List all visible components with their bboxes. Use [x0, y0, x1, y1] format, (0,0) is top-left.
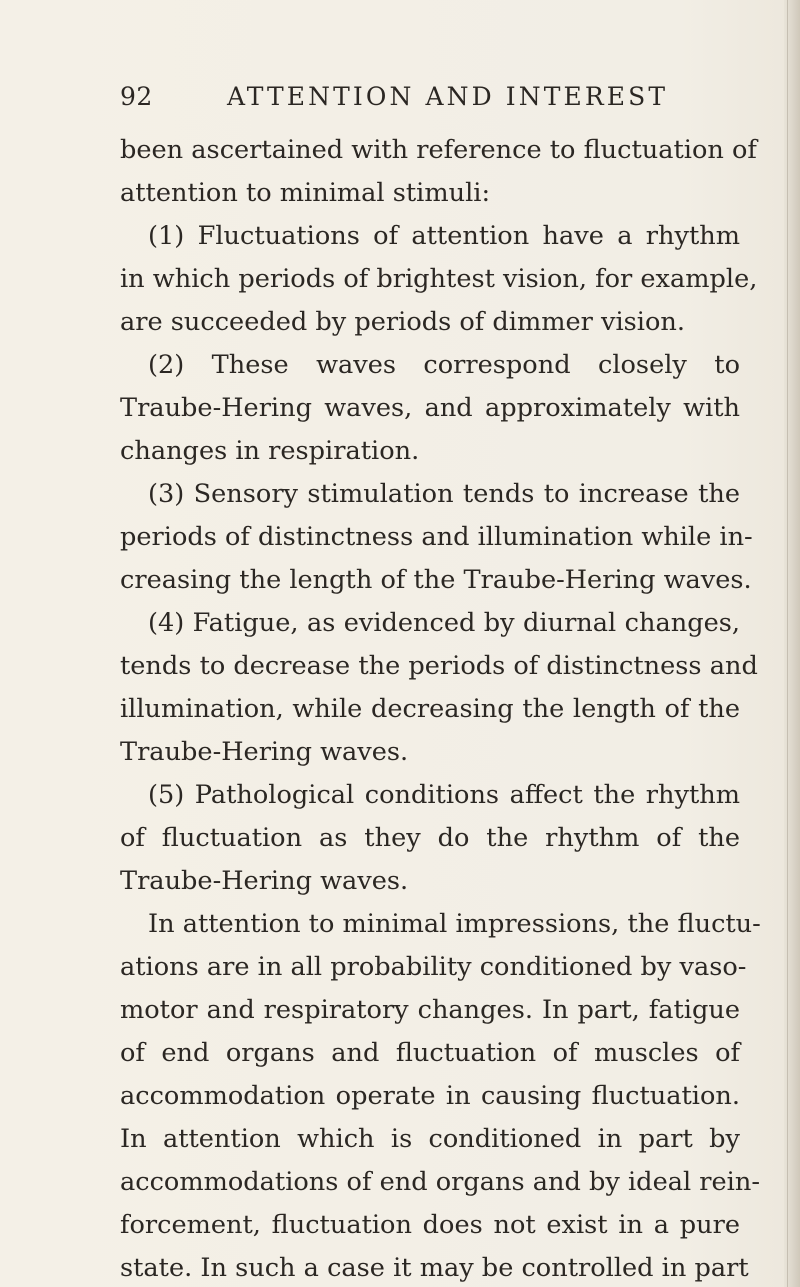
text-line: (3) Sensory stimulation tends to increase the: [148, 479, 740, 509]
text-line: attention to minimal stimuli:: [120, 178, 491, 208]
text-line: been ascertained with reference to fluctuation of: [120, 135, 757, 165]
text-line: creasing the length of the Traube-Hering waves.: [120, 565, 752, 595]
text-line: ations are in all probability conditioned by vaso-: [120, 952, 747, 982]
text-line: are succeeded by periods of dimmer vision.: [120, 307, 686, 337]
text-line: motor and respiratory changes. In part, fatigue: [120, 995, 740, 1025]
text-line: Traube-Hering waves.: [120, 737, 409, 767]
text-line: of fluctuation as they do the rhythm of the: [120, 823, 740, 853]
running-head: ATTENTION AND INTEREST: [227, 82, 669, 111]
text-line: Traube-Hering waves, and approximately with: [120, 393, 740, 423]
text-line: forcement, fluctuation does not exist in a pure: [120, 1210, 740, 1240]
text-line: Traube-Hering waves.: [120, 866, 409, 896]
page-header: [120, 82, 760, 118]
text-line: periods of distinctness and illumination while in-: [120, 522, 753, 552]
text-line: state. In such a case it may be controlled in part: [120, 1253, 749, 1283]
page-number: 92: [120, 82, 153, 111]
text-line: (4) Fatigue, as evidenced by diurnal changes,: [148, 608, 740, 638]
page-edge-line: [787, 0, 788, 1287]
text-line: In attention which is conditioned in part by: [120, 1124, 740, 1154]
text-line: changes in respiration.: [120, 436, 420, 466]
text-line: (5) Pathological conditions affect the rhythm: [148, 780, 740, 810]
text-line: In attention to minimal impressions, the fluctu-: [148, 909, 761, 939]
text-line: (1) Fluctuations of attention have a rhythm: [148, 221, 740, 251]
text-line: of end organs and fluctuation of muscles of: [120, 1038, 740, 1068]
text-line: tends to decrease the periods of distinctness and: [120, 651, 758, 681]
text-line: accommodations of end organs and by ideal rein-: [120, 1167, 760, 1197]
text-line: in which periods of brightest vision, for example,: [120, 264, 758, 294]
text-line: illumination, while decreasing the length of the: [120, 694, 740, 724]
text-line: (2) These waves correspond closely to: [148, 350, 740, 380]
text-line: accommodation operate in causing fluctuation.: [120, 1081, 740, 1111]
